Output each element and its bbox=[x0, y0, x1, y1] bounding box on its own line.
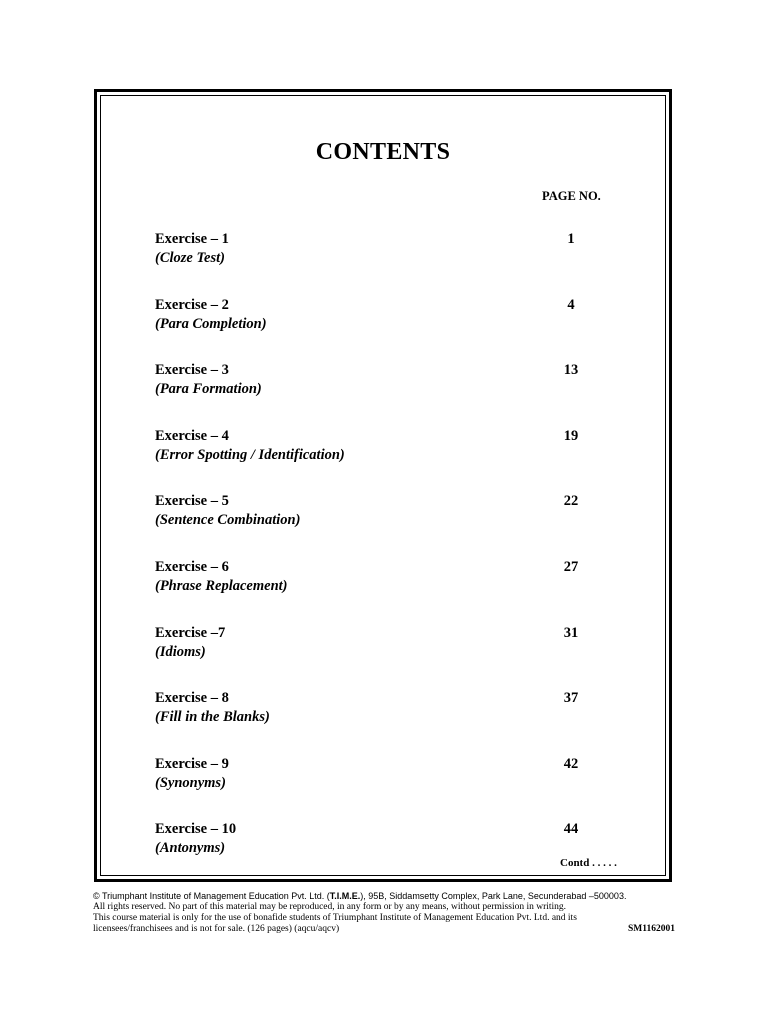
contents-entry bbox=[155, 625, 615, 669]
exercise-topic: (Para Formation) bbox=[155, 381, 262, 398]
contents-entry bbox=[155, 297, 615, 341]
contents-entry bbox=[155, 493, 615, 537]
exercise-topic: (Cloze Test) bbox=[155, 250, 225, 266]
exercise-page-number: 1 bbox=[567, 231, 575, 247]
contents-entry bbox=[155, 821, 615, 865]
exercise-name: Exercise – 3 bbox=[155, 362, 229, 379]
footer bbox=[93, 891, 675, 935]
footer-rights-line: All rights reserved. No part of this material may be reproduced, in any form or by any means, without permission in writing. bbox=[93, 902, 567, 912]
exercise-topic: (Antonyms) bbox=[155, 840, 226, 857]
exercise-page-number: 42 bbox=[563, 755, 579, 772]
exercise-page-number: 19 bbox=[563, 427, 579, 444]
exercise-name: Exercise – 8 bbox=[155, 690, 229, 707]
exercise-page-number: 13 bbox=[563, 362, 579, 379]
exercise-name: Exercise – 4 bbox=[155, 427, 229, 444]
exercise-name: Exercise – 1 bbox=[155, 231, 229, 247]
exercise-page-number: 37 bbox=[563, 690, 579, 707]
exercise-topic: (Fill in the Blanks) bbox=[155, 709, 270, 726]
footer-address: ), 95B, Siddamsetty Complex, Park Lane, Secunderabad –500003. bbox=[360, 891, 627, 901]
page-border bbox=[94, 89, 672, 882]
exercise-page-number: 31 bbox=[563, 624, 579, 641]
contents-entry bbox=[155, 428, 615, 472]
exercise-topic: (Phrase Replacement) bbox=[155, 578, 288, 594]
footer-code: SM1162001 bbox=[628, 924, 675, 934]
exercise-topic: (Sentence Combination) bbox=[155, 512, 301, 529]
contents-entry bbox=[155, 231, 615, 275]
exercise-name: Exercise – 6 bbox=[155, 559, 229, 575]
exercise-topic: (Para Completion) bbox=[155, 315, 267, 332]
exercise-page-number: 22 bbox=[563, 493, 579, 510]
exercise-name: Exercise –7 bbox=[155, 624, 226, 641]
contents-entry bbox=[155, 690, 615, 734]
exercise-topic: (Idioms) bbox=[155, 643, 206, 660]
exercise-page-number: 4 bbox=[567, 296, 575, 313]
footer-brand: T.I.M.E. bbox=[329, 891, 361, 901]
exercise-name: Exercise – 5 bbox=[155, 493, 229, 510]
exercise-topic: (Synonyms) bbox=[155, 774, 226, 791]
footer-usage-line: This course material is only for the use of bonafide students of Triumphant Institute of Management Education Pvt. Ltd. and its bbox=[93, 913, 577, 923]
exercise-topic: (Error Spotting / Identification) bbox=[155, 446, 345, 463]
footer-copyright-prefix: © Triumphant Institute of Management Education Pvt. Ltd. ( bbox=[93, 891, 330, 901]
contents-entry bbox=[155, 756, 615, 800]
page-no-heading: PAGE NO. bbox=[542, 189, 601, 203]
contents-entry bbox=[155, 559, 615, 603]
exercise-name: Exercise – 10 bbox=[155, 821, 237, 838]
footer-last-row bbox=[93, 924, 675, 935]
contents-title: CONTENTS bbox=[315, 139, 451, 165]
contents-entry bbox=[155, 362, 615, 406]
footer-sale-line: licensees/franchisees and is not for sale. (126 pages) (aqcu/aqcv) bbox=[93, 924, 340, 934]
exercise-page-number: 44 bbox=[563, 821, 579, 838]
exercise-page-number: 27 bbox=[563, 559, 579, 575]
exercise-name: Exercise – 2 bbox=[155, 296, 229, 313]
exercise-name: Exercise – 9 bbox=[155, 755, 229, 772]
footer-copyright-line bbox=[93, 891, 675, 902]
continued-note: Contd . . . . . bbox=[560, 857, 617, 869]
